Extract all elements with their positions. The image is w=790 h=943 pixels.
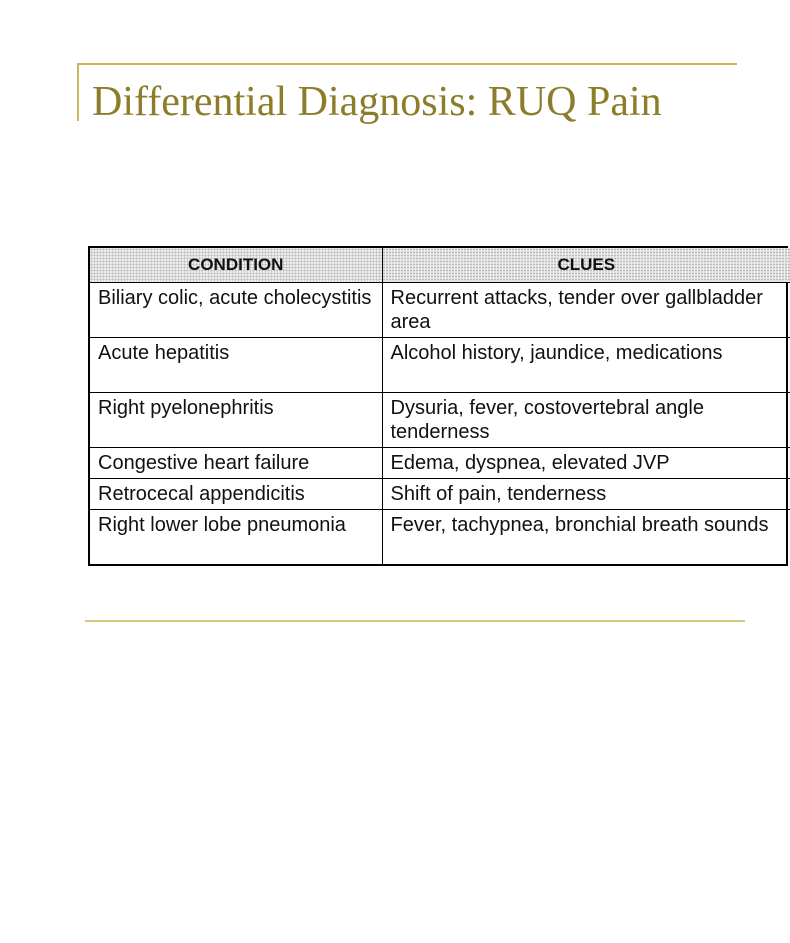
clue-line: area (390, 311, 431, 333)
header-clues: CLUES (382, 248, 790, 283)
clue-line: Fever, tachypnea, bronchial breath sounds (390, 514, 769, 536)
table-row (90, 479, 790, 510)
condition-cell: Right lower lobe pneumonia (90, 510, 382, 565)
clues-cell (382, 283, 790, 338)
table-row (90, 393, 790, 448)
clue-line: Shift of pain, tenderness (390, 483, 607, 505)
table-header-row (90, 248, 790, 283)
table-row (90, 338, 790, 393)
differential-diagnosis-table (88, 246, 788, 566)
clues-cell (382, 448, 790, 479)
table-row (90, 283, 790, 338)
slide-bottom-rule (85, 620, 745, 622)
clue-line-blank (391, 537, 783, 561)
diagnosis-table (90, 248, 790, 564)
slide-title: Differential Diagnosis: RUQ Pain (92, 79, 662, 125)
clue-line: Edema, dyspnea, elevated JVP (390, 452, 670, 474)
condition-cell: Acute hepatitis (90, 338, 382, 393)
condition-cell: Congestive heart failure (90, 448, 382, 479)
clues-cell (382, 479, 790, 510)
clues-cell (382, 338, 790, 393)
clue-line: Recurrent attacks, tender over gallbladder (390, 287, 763, 309)
clue-line-blank (391, 365, 783, 389)
clue-line: Alcohol history, jaundice, medications (390, 342, 723, 364)
header-condition: CONDITION (90, 248, 382, 283)
clues-cell (382, 393, 790, 448)
table-row (90, 448, 790, 479)
clues-cell (382, 510, 790, 565)
clue-line: Dysuria, fever, costovertebral angle (390, 397, 704, 419)
slide-frame-top-rule (77, 63, 737, 65)
table-row (90, 510, 790, 565)
condition-cell: Retrocecal appendicitis (90, 479, 382, 510)
slide-frame-left-rule (77, 63, 79, 121)
clue-line: tenderness (390, 421, 490, 443)
condition-cell: Biliary colic, acute cholecystitis (90, 283, 382, 338)
condition-cell: Right pyelonephritis (90, 393, 382, 448)
